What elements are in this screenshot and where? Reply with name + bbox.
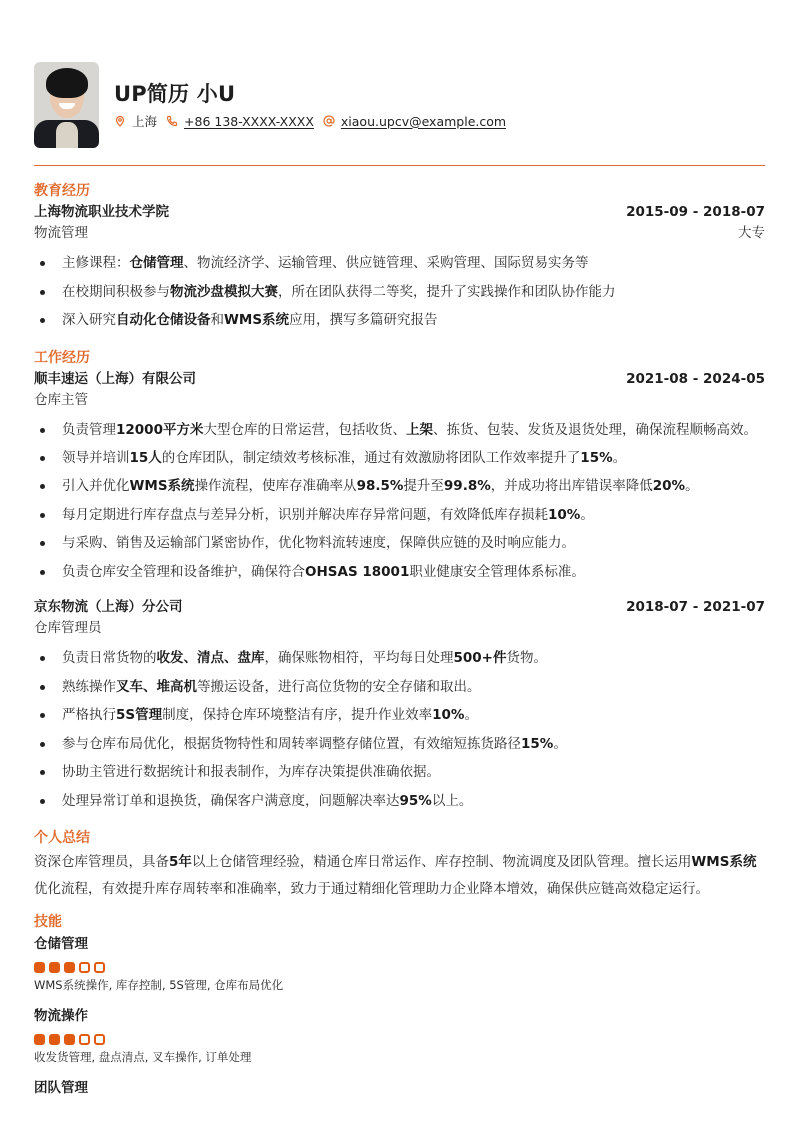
work-entry [34, 597, 765, 815]
email-link[interactable]: xiaou.upcv@example.com [340, 113, 507, 129]
education-entry [34, 202, 765, 335]
map-pin-icon [114, 115, 126, 127]
rating-dot-filled [49, 962, 60, 973]
bullet-item: 协助主管进行数据统计和报表制作，为库存决策提供准确依据。 [34, 758, 765, 787]
skill-description: 收发货管理, 盘点清点, 叉车操作, 订单处理 [34, 1050, 252, 1064]
degree: 大专 [738, 225, 765, 241]
rating-dot-filled [64, 1034, 75, 1045]
skill-rating [34, 1034, 765, 1045]
bullet-item: 严格执行5S管理制度，保持仓库环境整洁有序，提升作业效率10%。 [34, 701, 765, 730]
bullet-item: 深入研究自动化仓储设备和WMS系统应用，撰写多篇研究报告 [34, 306, 765, 335]
rating-dot-empty [94, 962, 105, 973]
skill-name: 团队管理 [34, 1080, 88, 1096]
bullet-item: 每月定期进行库存盘点与差异分析，识别并解决库存异常问题，有效降低库存损耗10%。 [34, 501, 765, 530]
contact-phone[interactable] [166, 114, 314, 129]
skill-rating [34, 962, 765, 973]
job-role: 仓库管理员 [34, 620, 102, 636]
location-text: 上海 [132, 114, 158, 129]
bullet-item: 主修课程：仓储管理、物流经济学、运输管理、供应链管理、采购管理、国际贸易实务等 [34, 249, 765, 278]
skills-section [34, 911, 765, 1099]
skill-item [34, 1077, 765, 1099]
work-entry [34, 369, 765, 587]
header-divider [34, 165, 765, 166]
contact-location [114, 112, 157, 130]
rating-dot-empty [79, 962, 90, 973]
rating-dot-filled [34, 962, 45, 973]
bullet-item: 与采购、销售及运输部门紧密协作，优化物料流转速度，保障供应链的及时响应能力。 [34, 529, 765, 558]
profile-photo [34, 62, 99, 148]
phone-icon [166, 115, 178, 127]
skill-description: WMS系统操作, 库存控制, 5S管理, 仓库布局优化 [34, 978, 284, 992]
section-title-summary: 个人总结 [34, 830, 90, 846]
skill-name: 物流操作 [34, 1008, 88, 1024]
contact-row [114, 112, 515, 130]
summary-text: 资深仓库管理员，具备5年以上仓储管理经验，精通仓库日常运作、库存控制、物流调度及团队管理。擅长运用WMS系统优化流程，有效提升库存周转率和准确率，致力于通过精细化管理助力企业降本增效，确保供应链高效稳定运行。 [34, 854, 757, 897]
bullet-item: 处理异常订单和退换货，确保客户满意度，问题解决率达95%以上。 [34, 787, 765, 816]
major: 物流管理 [34, 225, 88, 241]
work-bullets [34, 416, 765, 587]
section-title-skills: 技能 [34, 914, 62, 930]
education-bullets [34, 249, 765, 335]
contact-email[interactable] [323, 114, 506, 129]
bullet-item: 负责仓库安全管理和设备维护，确保符合OHSAS 18001职业健康安全管理体系标准。 [34, 558, 765, 587]
rating-dot-filled [64, 962, 75, 973]
bullet-item: 领导并培训15人的仓库团队，制定绩效考核标准，通过有效激励将团队工作效率提升了15%。 [34, 444, 765, 473]
resume-header [34, 62, 515, 148]
bullet-item: 参与仓库布局优化，根据货物特性和周转率调整存储位置，有效缩短拣货路径15%。 [34, 730, 765, 759]
rating-dot-empty [79, 1034, 90, 1045]
bullet-item: 熟练操作叉车、堆高机等搬运设备，进行高位货物的安全存储和取出。 [34, 673, 765, 702]
rating-dot-filled [34, 1034, 45, 1045]
job-role: 仓库主管 [34, 391, 88, 408]
school-name: 上海物流职业技术学院 [34, 204, 169, 220]
phone-link[interactable]: +86 138-XXXX-XXXX [184, 113, 314, 129]
section-title-work: 工作经历 [34, 349, 90, 366]
work-section [34, 347, 765, 816]
resume-content [34, 180, 765, 1109]
work-bullets [34, 644, 765, 815]
candidate-name: UP简历 小U [114, 82, 236, 106]
summary-section [34, 827, 765, 903]
bullet-item: 引入并优化WMS系统操作流程，使库存准确率从98.5%提升至99.8%，并成功将出库错误率降低20%。 [34, 472, 765, 501]
skill-item [34, 933, 765, 995]
rating-dot-filled [49, 1034, 60, 1045]
bullet-item: 负责管理12000平方米大型仓库的日常运营，包括收货、上架、拣货、包装、发货及退货处理，确保流程顺畅高效。 [34, 416, 765, 444]
work-period: 2018-07 - 2021-07 [626, 599, 765, 615]
section-title-education: 教育经历 [34, 183, 90, 199]
education-period: 2015-09 - 2018-07 [626, 204, 765, 220]
bullet-item: 负责日常货物的收发、清点、盘库，确保账物相符，平均每日处理500+件货物。 [34, 644, 765, 673]
skill-name: 仓储管理 [34, 936, 88, 952]
skill-item [34, 1005, 765, 1067]
at-sign-icon [323, 115, 335, 127]
company-name: 京东物流（上海）分公司 [34, 599, 183, 615]
rating-dot-empty [94, 1034, 105, 1045]
company-name: 顺丰速运（上海）有限公司 [34, 370, 196, 387]
bullet-item: 在校期间积极参与物流沙盘模拟大赛，所在团队获得二等奖，提升了实践操作和团队协作能力 [34, 278, 765, 307]
work-period: 2021-08 - 2024-05 [626, 370, 765, 387]
education-section [34, 180, 765, 335]
header-info [114, 62, 515, 130]
